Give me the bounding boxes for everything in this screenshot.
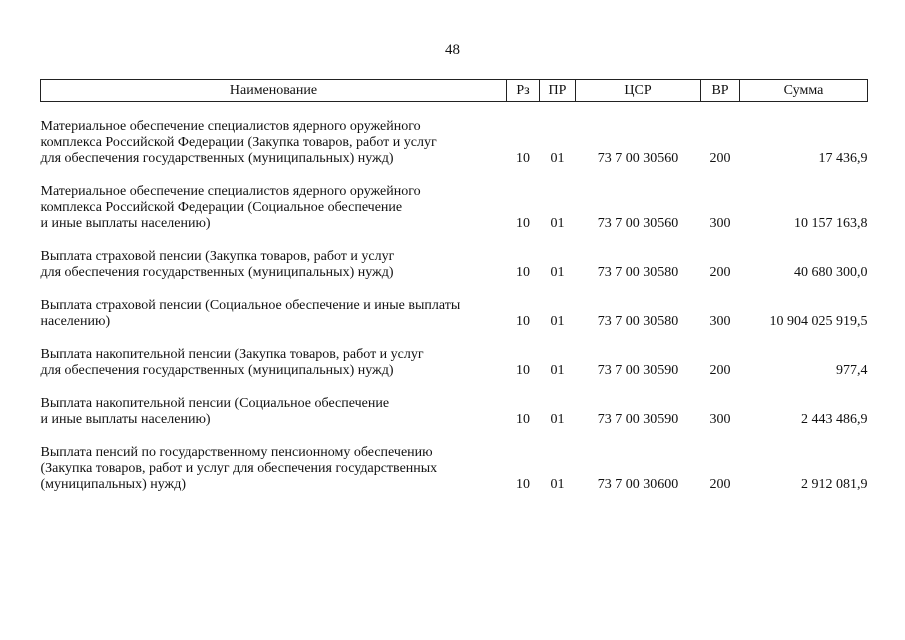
row-csr: 73 7 00 30560 <box>597 151 679 166</box>
row-name-line: для обеспечения государственных (муниципальных) нужд) <box>40 363 394 378</box>
row-name-line: Выплата накопительной пенсии (Социальное обеспечение <box>40 396 390 411</box>
row-csr: 73 7 00 30580 <box>597 265 679 280</box>
row-vr: 200 <box>709 363 731 378</box>
row-pr: 01 <box>550 477 565 492</box>
row-pr: 01 <box>550 412 565 427</box>
row-rz: 10 <box>516 363 530 378</box>
table-row <box>41 232 868 281</box>
row-csr: 73 7 00 30590 <box>597 363 679 378</box>
row-name-line: для обеспечения государственных (муниципальных) нужд) <box>40 265 394 280</box>
row-rz: 10 <box>516 477 530 492</box>
row-sum: 10 904 025 919,5 <box>769 314 868 329</box>
row-vr: 300 <box>709 216 731 231</box>
row-pr: 01 <box>550 151 565 166</box>
row-csr: 73 7 00 30600 <box>597 477 679 492</box>
row-name-line: Выплата страховой пенсии (Закупка товаров, работ и услуг <box>40 249 395 264</box>
row-csr: 73 7 00 30560 <box>597 216 679 231</box>
table-row <box>41 281 868 330</box>
table-header-row <box>41 80 868 102</box>
budget-table <box>40 79 868 493</box>
row-sum: 40 680 300,0 <box>794 265 868 280</box>
table-row <box>41 330 868 379</box>
row-rz: 10 <box>516 216 530 231</box>
table-row <box>41 167 868 232</box>
row-sum: 977,4 <box>836 363 868 378</box>
row-name-line: для обеспечения государственных (муниципальных) нужд) <box>40 151 394 166</box>
row-name <box>41 330 507 379</box>
table-row <box>41 102 868 168</box>
row-sum: 10 157 163,8 <box>794 216 868 231</box>
row-name-line: Выплата накопительной пенсии (Закупка товаров, работ и услуг <box>40 347 424 362</box>
row-sum: 2 912 081,9 <box>801 477 868 492</box>
row-sum: 17 436,9 <box>818 151 868 166</box>
row-sum: 2 443 486,9 <box>801 412 868 427</box>
row-name <box>41 379 507 428</box>
row-rz: 10 <box>516 314 530 329</box>
row-name-line: Выплата пенсий по государственному пенсионному обеспечению <box>40 445 433 460</box>
row-rz: 10 <box>516 412 530 427</box>
header-name: Наименование <box>41 80 507 102</box>
row-csr: 73 7 00 30580 <box>597 314 679 329</box>
row-rz: 10 <box>516 265 530 280</box>
row-name <box>41 167 507 232</box>
row-name-line: населению) <box>40 314 111 329</box>
row-name-line: и иные выплаты населению) <box>40 412 211 427</box>
row-name <box>41 428 507 493</box>
row-pr: 01 <box>550 363 565 378</box>
row-vr: 300 <box>709 412 731 427</box>
header-pr: ПР <box>540 80 576 102</box>
row-pr: 01 <box>550 216 565 231</box>
row-name-line: комплекса Российской Федерации (Закупка товаров, работ и услуг <box>40 135 437 150</box>
table-row <box>41 379 868 428</box>
row-name <box>41 281 507 330</box>
header-vr: ВР <box>701 80 740 102</box>
row-pr: 01 <box>550 314 565 329</box>
page-number: 48 <box>445 42 460 58</box>
header-rz: Рз <box>507 80 540 102</box>
row-name-line: комплекса Российской Федерации (Социальное обеспечение <box>40 200 403 215</box>
row-vr: 200 <box>709 265 731 280</box>
row-name-line: Выплата страховой пенсии (Социальное обеспечение и иные выплаты <box>40 298 461 313</box>
row-name-line: (Закупка товаров, работ и услуг для обеспечения государственных <box>40 461 438 476</box>
row-vr: 300 <box>709 314 731 329</box>
row-rz: 10 <box>516 151 530 166</box>
row-vr: 200 <box>709 151 731 166</box>
row-csr: 73 7 00 30590 <box>597 412 679 427</box>
row-vr: 200 <box>709 477 731 492</box>
header-sum: Сумма <box>740 80 868 102</box>
header-csr: ЦСР <box>576 80 701 102</box>
row-name-line: Материальное обеспечение специалистов ядерного оружейного <box>40 119 421 134</box>
row-name <box>41 102 507 168</box>
row-name-line: Материальное обеспечение специалистов ядерного оружейного <box>40 184 421 199</box>
row-pr: 01 <box>550 265 565 280</box>
row-name-line: (муниципальных) нужд) <box>40 477 187 492</box>
table-row <box>41 428 868 493</box>
row-name-line: и иные выплаты населению) <box>40 216 211 231</box>
row-name <box>41 232 507 281</box>
